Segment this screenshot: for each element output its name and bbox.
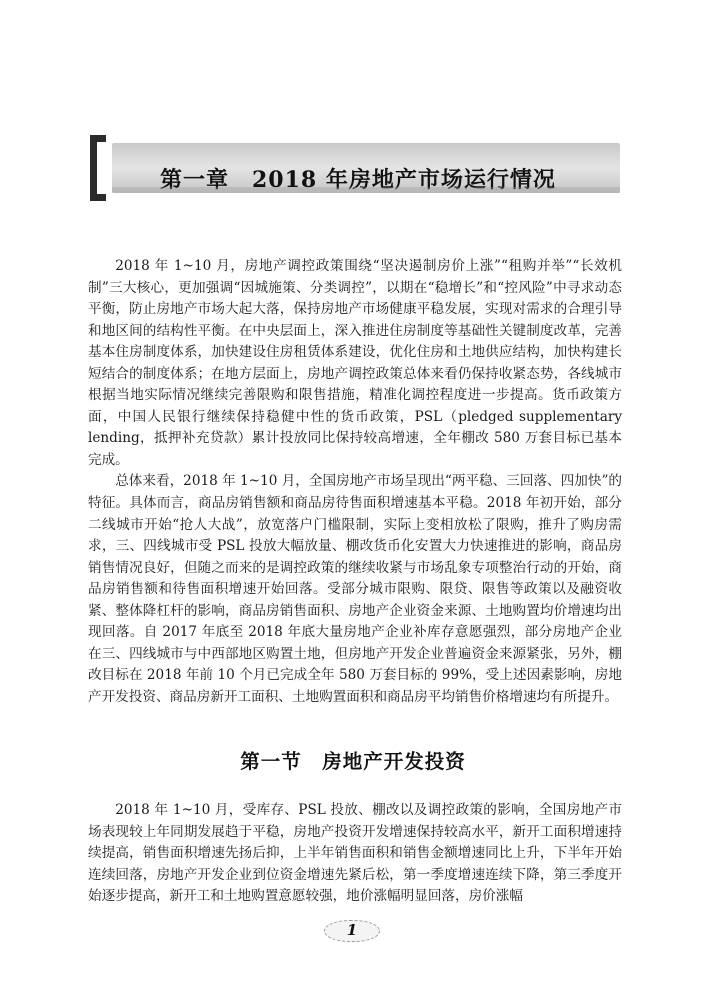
chapter-title-band [112, 143, 620, 193]
section-title: 第一节 房地产开发投资 [240, 750, 466, 773]
chapter-banner [90, 135, 620, 201]
intro-paragraph-1: 2018 年 1~10 月，房地产调控政策围绕“坚决遏制房价上涨”“租购并举”“长效机制”三大核心，更加强调“因城施策、分类调控”，以期在“稳增长”和“控风险”中寻求动态平衡，防止房地产市场大起大落，保持房地产市场健康平稳发展，实现对需求的合理引导和地区间的结构性平衡。在中央层面上，深入推进住房制度等基础性关键制度改革，完善基本住房制度体系，加快建设住房租赁体系建设，优化住房和土地供应结构，加快构建长短结合的制度体系；在地方层面上，房地产调控政策总体来看仍保持收紧态势，各线城市根据当地实际情况继续完善限购和限售措施，精准化调控程度进一步提高。货币政策方面，中国人民银行继续保持稳健中性的货币政策，PSL（pledged supplementary lending，抵押补充贷款）累计投放同比保持较高增速，全年棚改 580 万套目标已基本完成。 [88, 258, 622, 468]
intro-text [88, 256, 622, 708]
section-text [88, 800, 622, 908]
intro-paragraph-2: 总体来看，2018 年 1~10 月，全国房地产市场呈现出“两平稳、三回落、四加快”的特征。具体而言，商品房销售额和商品房待售面积增速基本平稳。2018 年初开始，部分二线城市开始“抢人大战”，放宽落户门槛限制，实际上变相放松了限购，推升了购房需求，三、四线城市受 PSL 投放大幅放量、棚改货币化安置大力快速推进的影响，商品房销售情况良好，但随之而来的是调控政策的继续收紧与市场乱象专项整治行动的开始，商品房销售额和待售面积增速开始回落。受部分城市限购、限贷、限售等政策以及融资收紧、整体降杠杆的影响，商品房销售面积、房地产企业资金来源、土地购置均价增速均出现回落。自 2017 年底至 2018 年底大量房地产企业补库存意愿强烈，部分房地产企业在三、四线城市与中西部地区购置土地，但房地产开发企业普遍资金来源紧张，另外，棚改目标在 2018 年前 10 个月已完成全年 580 万套目标的 99%，受上述因素影响，房地产开发投资、商品房新开工面积、土地购置面积和商品房平均销售价格增速均有所提升。 [88, 473, 622, 705]
section-paragraph-1: 2018 年 1~10 月，受库存、PSL 投放、棚改以及调控政策的影响，全国房地产市场表现较上年同期发展趋于平稳，房地产投资开发增速保持较高水平，新开工面积增速持续提高，销售面积增速先扬后抑，上半年销售面积和销售金额增速同比上升，下半年开始连续回落，房地产开发企业到位资金增速先紧后松，第一季度增速连续下降，第三季度开始逐步提高，新开工和土地购置意愿较强，地价涨幅明显回落，房价涨幅 [88, 802, 622, 905]
page-number: 1 [324, 920, 380, 942]
chapter-bracket-decoration [90, 135, 106, 201]
chapter-title: 第一章 2018 年房地产市场运行情况 [160, 167, 556, 193]
